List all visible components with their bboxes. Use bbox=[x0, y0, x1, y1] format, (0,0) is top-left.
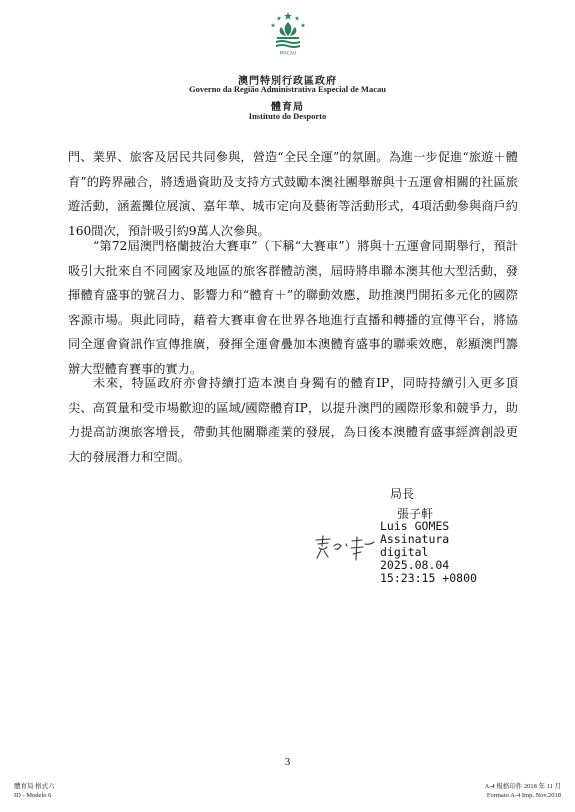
body-paragraph: 門、業界、旅客及居民共同參與，營造“全民全運”的氛圍。為進一步促進“旅遊＋體育”的跨界融合，將透過資助及支持方式鼓勵本澳社團舉辦與十五運會相關的社區旅遊活動，涵蓋攤位展演、嘉年華、城市定向及藝術等活動形式，4項活動參與商戶約160間次，預計吸引約9萬人次參與。 bbox=[68, 150, 518, 238]
body-paragraph: 未來，特區政府亦會持續打造本澳自身獨有的體育IP，同時持續引入更多頂尖、高質量和受市場歡迎的區域/國際體育IP，以提升澳門的國際形象和競爭力，助力提高訪澳旅客增長，帶動其他關聯產業的發展，為日後本澳體育盛事經濟創設更大的發展潛力和空間。 bbox=[68, 376, 518, 464]
footer-print-zh: A-4 規格印件 2018 年 11 月 bbox=[484, 783, 561, 790]
digital-signature-label: Assinatura bbox=[380, 532, 450, 546]
signature-time: 15:23:15 +0800 bbox=[380, 571, 477, 585]
signer-title: 局長 bbox=[390, 487, 415, 501]
government-title-zh: 澳門特別行政區政府 bbox=[238, 76, 337, 87]
signature-date: 2025.08.04 bbox=[380, 558, 450, 572]
handwritten-signature bbox=[310, 532, 385, 564]
page-number: 3 bbox=[284, 756, 291, 768]
svg-text:MACAU: MACAU bbox=[279, 51, 297, 56]
footer-form-pt: ID - Modelo 6 bbox=[14, 792, 52, 799]
signer-name-zh: 張子軒 bbox=[397, 507, 434, 521]
signer-name-pt: Luis GOMES bbox=[380, 519, 450, 533]
macau-emblem-icon bbox=[267, 10, 309, 56]
body-paragraph: “第72屆澳門格蘭披治大賽車”（下稱“大賽車”）將與十五運會同期舉行，預計吸引大批來自不同國家及地區的旅客群體訪澳，屆時將串聯本澳其他大型活動，發揮體育盛事的號召力、影響力和“體育＋”的聯動效應，助推澳門開拓多元化的國際客源市場。與此同時，藉着大賽車會在世界各地進行直播和轉播的宣傳平台，將協同全運會資訊作宣傳推廣，發揮全運會疊加本澳體育盛事的聯乘效應，彰顯澳門籌辦大型體育賽事的實力。 bbox=[68, 239, 518, 376]
department-title-pt: Instituto do Desporto bbox=[248, 111, 327, 121]
footer-form-zh: 體育局 格式六 bbox=[14, 783, 55, 790]
digital-signature-label: digital bbox=[380, 545, 429, 559]
government-title-pt: Governo da Região Administrativa Especial de Macau bbox=[189, 84, 386, 94]
footer-print-pt: Formato A-4 Imp. Nov.2018 bbox=[486, 792, 561, 799]
department-title-zh: 體育局 bbox=[271, 102, 304, 113]
